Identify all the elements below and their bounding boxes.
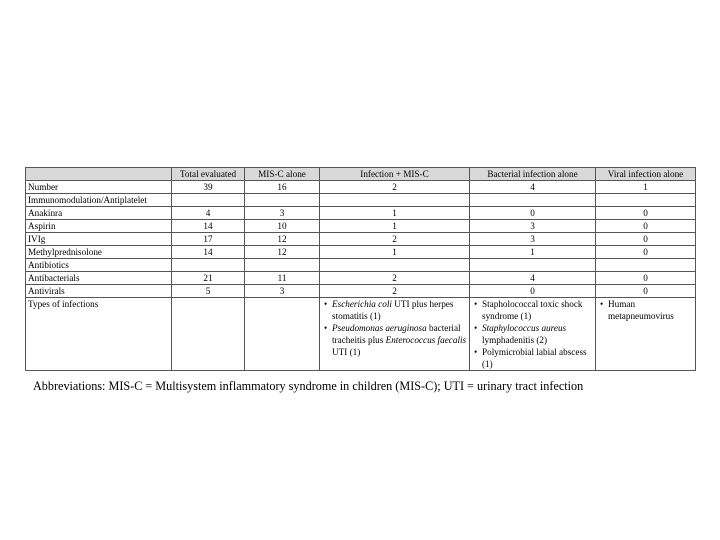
table-cell: 3 bbox=[245, 285, 320, 298]
table-cell: 12 bbox=[245, 233, 320, 246]
table-row bbox=[26, 285, 696, 298]
table-row bbox=[26, 246, 696, 259]
table-cell: 0 bbox=[470, 207, 596, 220]
table-cell bbox=[470, 259, 596, 272]
table-cell bbox=[320, 259, 470, 272]
row-label: Antivirals bbox=[26, 285, 172, 298]
list-item bbox=[472, 322, 593, 346]
bacterial-list bbox=[472, 298, 593, 370]
header-infection-misc: Infection + MIS-C bbox=[320, 168, 470, 181]
table-cell: 4 bbox=[470, 181, 596, 194]
table-row bbox=[26, 233, 696, 246]
row-label: Number bbox=[26, 181, 172, 194]
table-cell: 0 bbox=[596, 233, 696, 246]
table-cell: 2 bbox=[320, 181, 470, 194]
table-cell: 12 bbox=[245, 246, 320, 259]
row-label: Aspirin bbox=[26, 220, 172, 233]
footnote: Abbreviations: MIS-C = Multisystem inflammatory syndrome in children (MIS-C); UTI = urinary tract infection bbox=[33, 379, 584, 393]
infections-row bbox=[26, 298, 696, 371]
table-cell bbox=[596, 194, 696, 207]
table-cell: 3 bbox=[245, 207, 320, 220]
table-cell: 1 bbox=[320, 246, 470, 259]
table-cell: 4 bbox=[470, 272, 596, 285]
table-cell: 0 bbox=[470, 285, 596, 298]
infection-misc-list-cell bbox=[320, 298, 470, 371]
table-cell: 2 bbox=[320, 233, 470, 246]
empty-cell bbox=[245, 298, 320, 371]
viral-list-cell bbox=[596, 298, 696, 371]
table-cell: 10 bbox=[245, 220, 320, 233]
table-cell bbox=[245, 194, 320, 207]
table-cell: 1 bbox=[470, 246, 596, 259]
bacterial-list-cell bbox=[470, 298, 596, 371]
header-misc-alone: MIS-C alone bbox=[245, 168, 320, 181]
list-item-text: bacterial tracheitis plus bbox=[332, 323, 461, 345]
viral-list bbox=[598, 298, 693, 322]
table-row bbox=[26, 207, 696, 220]
table-cell: 0 bbox=[596, 207, 696, 220]
row-label: Antibiotics bbox=[26, 259, 172, 272]
table-cell: 3 bbox=[470, 220, 596, 233]
table-cell: 0 bbox=[596, 220, 696, 233]
table-cell bbox=[245, 259, 320, 272]
table-cell: 3 bbox=[470, 233, 596, 246]
list-item-text: Human metapneumovirus bbox=[608, 299, 674, 321]
table-cell: 4 bbox=[172, 207, 245, 220]
header-cell-blank bbox=[26, 168, 172, 181]
row-label: Immunomodulation/Antiplatelet bbox=[26, 194, 172, 207]
list-item bbox=[322, 322, 467, 358]
table-cell: 5 bbox=[172, 285, 245, 298]
table-cell bbox=[172, 194, 245, 207]
list-item-text: UTI plus herpes stomatitis (1) bbox=[332, 299, 454, 321]
table-row bbox=[26, 181, 696, 194]
table-cell bbox=[320, 194, 470, 207]
organism-name: Escherichia coli bbox=[332, 299, 392, 309]
list-item-text: lymphadenitis (2) bbox=[482, 335, 548, 345]
table-cell: 14 bbox=[172, 220, 245, 233]
header-total-evaluated: Total evaluated bbox=[172, 168, 245, 181]
infections-label: Types of infections bbox=[26, 298, 172, 371]
list-item-text: Stapholococcal toxic shock syndrome (1) bbox=[482, 299, 583, 321]
table-cell: 39 bbox=[172, 181, 245, 194]
table-cell: 0 bbox=[596, 246, 696, 259]
row-label: Methylprednisolone bbox=[26, 246, 172, 259]
table-cell: 1 bbox=[596, 181, 696, 194]
table-cell: 2 bbox=[320, 285, 470, 298]
empty-cell bbox=[172, 298, 245, 371]
table-cell: 1 bbox=[320, 207, 470, 220]
list-item-text: Polymicrobial labial abscess (1) bbox=[482, 347, 587, 369]
table-cell: 16 bbox=[245, 181, 320, 194]
header-bacterial-alone: Bacterial infection alone bbox=[470, 168, 596, 181]
table-cell: 0 bbox=[596, 272, 696, 285]
table-cell bbox=[596, 259, 696, 272]
table-cell: 1 bbox=[320, 220, 470, 233]
table-cell: 2 bbox=[320, 272, 470, 285]
row-label: IVIg bbox=[26, 233, 172, 246]
list-item-text: UTI (1) bbox=[332, 347, 361, 357]
table-cell bbox=[470, 194, 596, 207]
list-item bbox=[472, 346, 593, 370]
table-cell: 17 bbox=[172, 233, 245, 246]
row-label: Antibacterials bbox=[26, 272, 172, 285]
table-row bbox=[26, 259, 696, 272]
list-item bbox=[322, 298, 467, 322]
list-item bbox=[472, 298, 593, 322]
organism-name: Pseudomonas aeruginosa bbox=[332, 323, 427, 333]
infection-misc-list bbox=[322, 298, 467, 358]
data-table bbox=[25, 167, 696, 371]
table-body bbox=[26, 181, 696, 371]
list-item bbox=[598, 298, 693, 322]
table-cell: 0 bbox=[596, 285, 696, 298]
organism-name: Enterococcus faecalis bbox=[385, 335, 467, 345]
header-row bbox=[26, 168, 696, 181]
table-cell: 11 bbox=[245, 272, 320, 285]
organism-name: Staphylococcus aureus bbox=[482, 323, 567, 333]
table-row bbox=[26, 220, 696, 233]
header-viral-alone: Viral infection alone bbox=[596, 168, 696, 181]
table-cell: 21 bbox=[172, 272, 245, 285]
table-cell: 14 bbox=[172, 246, 245, 259]
table-cell bbox=[172, 259, 245, 272]
table-row bbox=[26, 194, 696, 207]
table-row bbox=[26, 272, 696, 285]
row-label: Anakinra bbox=[26, 207, 172, 220]
